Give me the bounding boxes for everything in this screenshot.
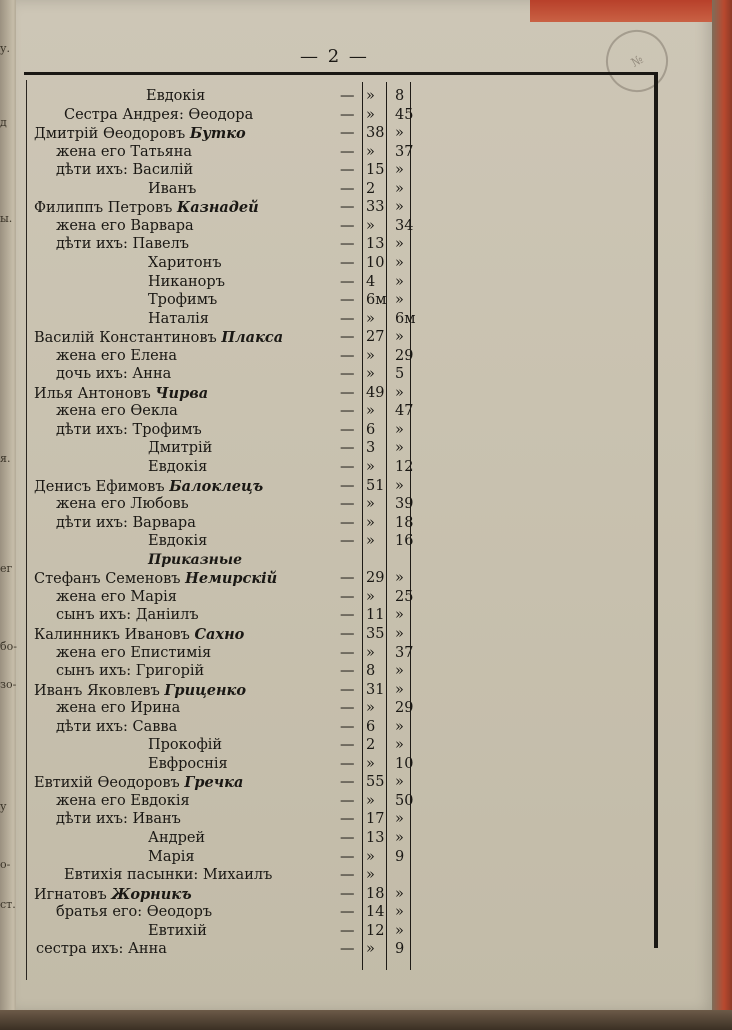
adjacent-page-fragment: о- (0, 858, 11, 871)
person-name: Сестра Андрея: Ѳеодора (64, 106, 254, 123)
register-row (28, 162, 428, 182)
dash-mark: — (340, 681, 355, 698)
person-name: сестра ихъ: Анна (36, 941, 167, 958)
male-age: 13 (366, 830, 385, 846)
dash-mark: — (340, 700, 355, 717)
male-age: » (366, 755, 375, 772)
dash-mark: — (340, 384, 355, 401)
male-age: 31 (366, 681, 385, 698)
register-row (28, 830, 428, 850)
male-age: 6м (366, 292, 387, 309)
library-stamp: № (595, 19, 680, 104)
dash-mark: — (340, 366, 355, 383)
dash-mark: — (340, 941, 355, 958)
person-name: Харитонъ (148, 254, 222, 271)
female-age: 39 (395, 496, 414, 513)
dash-mark: — (340, 125, 355, 142)
female-age: 37 (395, 143, 414, 160)
dash-mark: — (340, 514, 355, 531)
person-name: дочь ихъ: Анна (56, 366, 172, 383)
male-age: » (366, 496, 375, 513)
register-row (28, 107, 428, 127)
female-age: 34 (395, 217, 414, 234)
male-age: 13 (366, 236, 385, 253)
person-name: Андрей (148, 830, 206, 846)
register-row (28, 774, 428, 794)
female-age: » (395, 440, 404, 457)
register-row (28, 496, 428, 516)
dash-mark: — (340, 588, 355, 605)
adjacent-page-fragment: ы. (0, 212, 13, 225)
male-age: » (366, 106, 375, 123)
person-name: дѣти ихъ: Павелъ (56, 236, 189, 253)
female-age: 50 (395, 792, 414, 809)
person-name: жена его Ѳекла (56, 403, 178, 420)
register-row (28, 274, 428, 294)
female-age: » (395, 663, 404, 680)
register-row (28, 793, 428, 813)
adjacent-page-fragment: зо- (0, 678, 17, 691)
male-age: » (366, 217, 375, 234)
person-name: дѣти ихъ: Иванъ (56, 811, 181, 828)
female-age: » (395, 607, 404, 624)
dash-mark: — (340, 625, 355, 642)
dash-mark: — (340, 292, 355, 309)
dash-mark: — (340, 329, 355, 346)
male-age: 2 (366, 737, 376, 754)
male-age: 27 (366, 329, 385, 346)
register-row (28, 366, 428, 386)
person-name: Прокофій (148, 737, 223, 754)
male-age: 51 (366, 477, 385, 494)
person-name: Евтихій Ѳеодоровъ Гречка (34, 774, 244, 792)
register-row (28, 607, 428, 627)
female-age: » (395, 384, 404, 401)
female-age: » (395, 199, 404, 216)
female-age: » (395, 830, 404, 846)
register-row (28, 255, 428, 275)
dash-mark: — (340, 792, 355, 809)
dash-mark: — (340, 496, 355, 513)
register-row (28, 867, 428, 887)
dash-mark: — (340, 718, 355, 735)
person-name: Наталія (148, 310, 209, 327)
section-heading-row (28, 552, 428, 572)
male-age: 6 (366, 421, 376, 438)
female-age: 12 (395, 459, 414, 475)
person-name: Стефанъ Семеновъ Немирскій (34, 570, 278, 588)
person-name: дѣти ихъ: Варвара (56, 514, 196, 531)
adjacent-page-fragment: я. (0, 452, 11, 465)
person-name: Евфроснія (148, 755, 228, 772)
dash-mark: — (340, 310, 355, 327)
person-name: Никаноръ (148, 273, 225, 290)
dash-mark: — (340, 533, 355, 550)
dash-mark: — (340, 885, 355, 902)
male-age: » (366, 88, 375, 104)
female-age: 8 (395, 88, 405, 104)
register-row (28, 700, 428, 720)
female-age: 9 (395, 848, 405, 865)
female-age: » (395, 625, 404, 642)
register-row (28, 478, 428, 498)
register-row (28, 904, 428, 924)
female-age: 5 (395, 366, 405, 383)
dash-mark: — (340, 755, 355, 772)
female-age: 29 (395, 347, 414, 364)
book-cover-edge (530, 0, 732, 22)
female-age: 29 (395, 700, 414, 717)
female-age: » (395, 292, 404, 309)
person-name: жена его Татьяна (56, 143, 193, 160)
female-age: 25 (395, 588, 414, 605)
person-name: Иванъ Яковлевъ Гриценко (34, 681, 247, 699)
adjacent-page-fragment: у. (0, 42, 10, 55)
register-row (28, 533, 428, 553)
female-age: » (395, 570, 404, 587)
female-age: 6м (395, 310, 416, 327)
person-name: Василій Константиновъ Плакса (34, 329, 284, 347)
person-name: Евтихій (148, 922, 207, 939)
female-age: » (395, 737, 404, 754)
person-name: Евдокія (148, 533, 208, 550)
person-name: Приказные (148, 551, 243, 568)
male-age: 38 (366, 125, 385, 142)
person-name: Дмитрій Ѳеодоровъ Бутко (34, 125, 246, 143)
female-age: 47 (395, 403, 414, 420)
register-row (28, 515, 428, 535)
female-age: 18 (395, 514, 414, 531)
register-row (28, 403, 428, 423)
register-row (28, 199, 428, 219)
male-age: 29 (366, 570, 385, 587)
female-age: » (395, 236, 404, 253)
person-name: дѣти ихъ: Савва (56, 718, 178, 735)
person-name: Евдокія (148, 459, 208, 475)
female-age: » (395, 125, 404, 142)
register-row (28, 125, 428, 145)
person-name: Евдокія (146, 88, 206, 104)
dash-mark: — (340, 273, 355, 290)
register-row (28, 440, 428, 460)
adjacent-page-fragment: ст. (0, 898, 16, 911)
register-row (28, 236, 428, 256)
male-age: » (366, 941, 375, 958)
dash-mark: — (340, 88, 355, 104)
female-age: » (395, 885, 404, 902)
register-row (28, 719, 428, 739)
female-age: » (395, 180, 404, 197)
dash-mark: — (340, 421, 355, 438)
female-age: » (395, 254, 404, 271)
person-name: Иванъ (148, 180, 197, 197)
book-spine-edge (712, 0, 732, 1030)
adjacent-page-fragment: д (0, 116, 7, 129)
person-name: жена его Любовь (56, 496, 189, 513)
register-row (28, 756, 428, 776)
dash-mark: — (340, 848, 355, 865)
dash-mark: — (340, 644, 355, 661)
female-age: » (395, 922, 404, 939)
dash-mark: — (340, 774, 355, 791)
male-age: » (366, 403, 375, 420)
dash-mark: — (340, 570, 355, 587)
male-age: » (366, 792, 375, 809)
male-age: » (366, 867, 375, 884)
register-row (28, 682, 428, 702)
register-row (28, 385, 428, 405)
male-age: » (366, 533, 375, 550)
person-name: сынъ ихъ: Григорій (56, 663, 205, 680)
female-age: 45 (395, 106, 414, 123)
female-age: » (395, 162, 404, 179)
male-age: » (366, 310, 375, 327)
register-row (28, 292, 428, 312)
person-name: Евтихія пасынки: Михаилъ (64, 867, 273, 884)
dash-mark: — (340, 737, 355, 754)
person-name: Марія (148, 848, 195, 865)
male-age: 2 (366, 180, 376, 197)
person-name: жена его Варвара (56, 217, 194, 234)
male-age: 17 (366, 811, 385, 828)
register-row (28, 811, 428, 831)
dash-mark: — (340, 830, 355, 846)
male-age: 3 (366, 440, 376, 457)
dash-mark: — (340, 663, 355, 680)
person-name: Калинникъ Ивановъ Сахно (34, 625, 245, 643)
female-age: » (395, 904, 404, 921)
male-age: 15 (366, 162, 385, 179)
register-row (28, 923, 428, 943)
male-age: 35 (366, 625, 385, 642)
male-age: » (366, 366, 375, 383)
register-row (28, 941, 428, 961)
adjacent-page-fragment: ег (0, 562, 13, 575)
female-age: » (395, 718, 404, 735)
adjacent-page-fragment: бо- (0, 640, 17, 653)
female-age: 16 (395, 533, 414, 550)
male-age: 18 (366, 885, 385, 902)
female-age: » (395, 329, 404, 346)
register-row (28, 849, 428, 869)
dash-mark: — (340, 180, 355, 197)
person-name: Илья Антоновъ Чирва (34, 384, 209, 402)
register-row (28, 886, 428, 906)
dash-mark: — (340, 254, 355, 271)
male-age: 14 (366, 904, 385, 921)
male-age: » (366, 347, 375, 364)
female-age: 9 (395, 941, 405, 958)
dash-mark: — (340, 217, 355, 234)
male-age: » (366, 459, 375, 475)
male-age: » (366, 700, 375, 717)
dash-mark: — (340, 199, 355, 216)
frame-top-rule (24, 72, 656, 75)
dash-mark: — (340, 867, 355, 884)
female-age: 37 (395, 644, 414, 661)
frame-left-rule (26, 80, 27, 980)
female-age: » (395, 811, 404, 828)
person-name: Игнатовъ Жорникъ (34, 885, 192, 903)
person-name: Дмитрій (148, 440, 213, 457)
dash-mark: — (340, 904, 355, 921)
dash-mark: — (340, 811, 355, 828)
male-age: » (366, 644, 375, 661)
dash-mark: — (340, 607, 355, 624)
person-name: братья его: Ѳеодоръ (56, 904, 213, 921)
female-age: » (395, 681, 404, 698)
person-name: Денисъ Ефимовъ Балоклецъ (34, 477, 264, 495)
register-row (28, 144, 428, 164)
register-row (28, 88, 428, 108)
female-age: 10 (395, 755, 414, 772)
male-age: » (366, 143, 375, 160)
register-row (28, 663, 428, 683)
dash-mark: — (340, 162, 355, 179)
person-name: жена его Евдокія (56, 792, 190, 809)
person-name: дѣти ихъ: Трофимъ (56, 421, 202, 438)
register-row (28, 645, 428, 665)
dash-mark: — (340, 347, 355, 364)
person-name: Филиппъ Петровъ Казнадей (34, 199, 259, 217)
register-row (28, 626, 428, 646)
dash-mark: — (340, 477, 355, 494)
register-row (28, 570, 428, 590)
person-name: дѣти ихъ: Василій (56, 162, 194, 179)
male-age: 11 (366, 607, 385, 624)
male-age: 12 (366, 922, 385, 939)
page-number: — 2 — (300, 46, 369, 67)
person-name: жена его Ирина (56, 700, 181, 717)
male-age: 6 (366, 718, 376, 735)
female-age: » (395, 421, 404, 438)
male-age: 10 (366, 254, 385, 271)
dash-mark: — (340, 236, 355, 253)
male-age: 4 (366, 273, 376, 290)
register-row (28, 181, 428, 201)
book-bottom-edge (0, 1010, 732, 1030)
register-row (28, 459, 428, 479)
dash-mark: — (340, 106, 355, 123)
male-age: » (366, 848, 375, 865)
male-age: 49 (366, 384, 385, 401)
female-age: » (395, 774, 404, 791)
frame-right-rule (654, 72, 658, 948)
register-row (28, 348, 428, 368)
male-age: » (366, 514, 375, 531)
female-age: » (395, 477, 404, 494)
male-age: 8 (366, 663, 376, 680)
register-row (28, 329, 428, 349)
register-row (28, 422, 428, 442)
female-age: » (395, 273, 404, 290)
dash-mark: — (340, 403, 355, 420)
male-age: 33 (366, 199, 385, 216)
dash-mark: — (340, 459, 355, 475)
person-name: жена его Епистимія (56, 644, 212, 661)
adjacent-page-fragment: у (0, 800, 7, 813)
dash-mark: — (340, 440, 355, 457)
register-row (28, 589, 428, 609)
person-name: жена его Марія (56, 588, 177, 605)
register-row (28, 218, 428, 238)
person-name: сынъ ихъ: Даніилъ (56, 607, 199, 624)
dash-mark: — (340, 143, 355, 160)
register-row (28, 737, 428, 757)
male-age: 55 (366, 774, 385, 791)
register-row (28, 311, 428, 331)
male-age: » (366, 588, 375, 605)
dash-mark: — (340, 922, 355, 939)
person-name: Трофимъ (148, 292, 218, 309)
person-name: жена его Елена (56, 347, 178, 364)
